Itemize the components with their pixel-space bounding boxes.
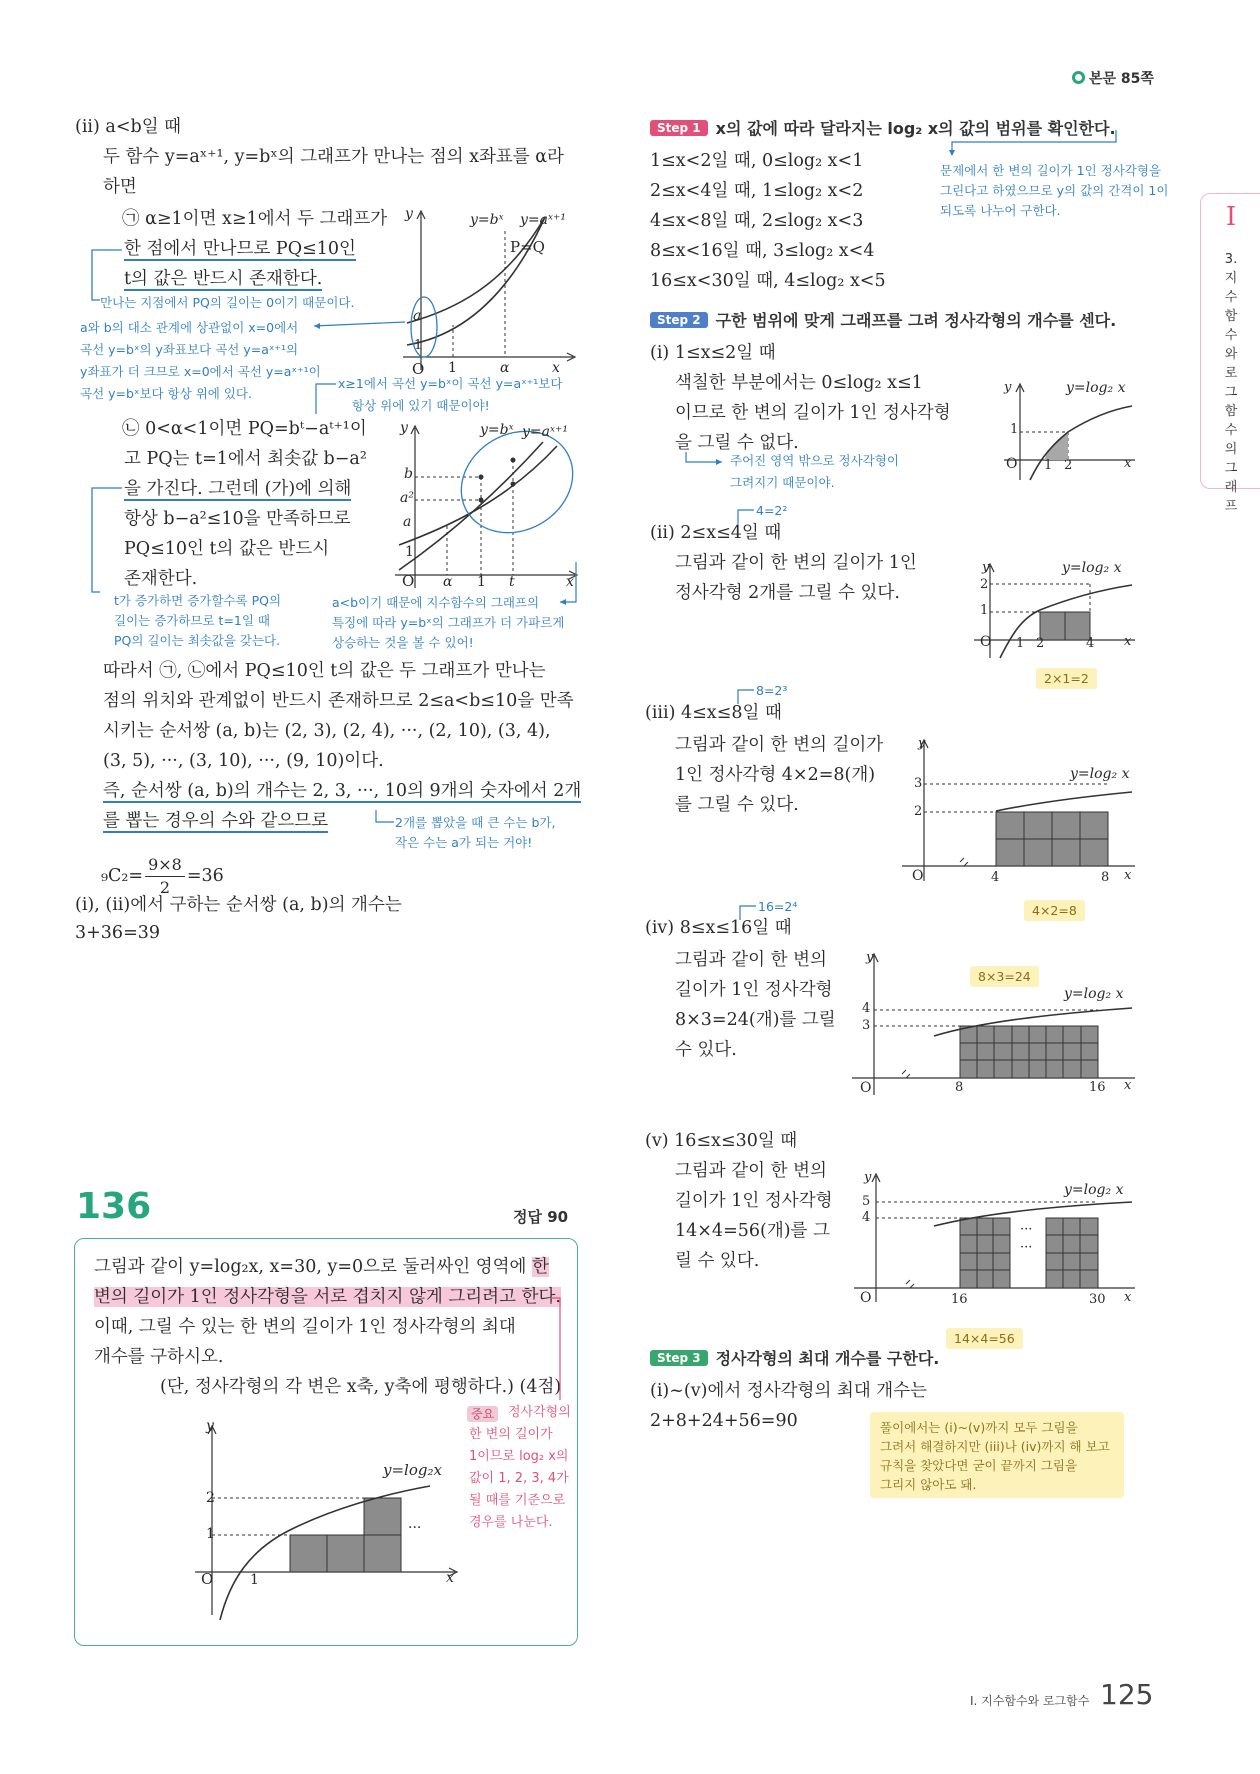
side-tab-chapter: 3.지수함수와로그함수의그래프: [1224, 252, 1238, 514]
rcase4-line-2: 길이가 1인 정사각형: [675, 980, 833, 1000]
arrow-ab2: [556, 560, 586, 610]
rcase5-line-2: 길이가 1인 정사각형: [675, 1191, 833, 1211]
rgraph-4: [850, 950, 1140, 1100]
tip-note-line-2: 그려서 해결하지만 (iii)나 (iv)까지 해 보고: [880, 1439, 1110, 1454]
g2-one-tick: 1: [405, 544, 414, 560]
g2-a2-tick: a²: [400, 490, 414, 506]
rg3-y: y: [918, 736, 926, 751]
problem-text-1a: 그림과 같이 y=log₂x, x=30, y=0으로 둘러싸인 영역에: [94, 1257, 532, 1277]
g1-x1: 1: [448, 360, 457, 376]
rg2-y2: 2: [980, 577, 989, 592]
rcase4-line-1: 그림과 같이 한 변의: [675, 950, 827, 970]
rg2-origin: O: [980, 634, 992, 650]
pg-x-one: 1: [250, 1572, 259, 1588]
case-b-line-6: 존재한다.: [124, 569, 198, 589]
rcase2-top: 4=2²: [756, 503, 788, 518]
g1-alpha: α: [500, 360, 510, 376]
case-b-line-1: ㉡ 0<α<1이면 PQ=bᵗ−aᵗ⁺¹이: [122, 419, 367, 439]
pg-x-label: x: [446, 1570, 454, 1586]
rcase4-line-3: 8×3=24(개)를 그릴: [675, 1010, 836, 1030]
rg3-y2: 2: [914, 804, 923, 819]
rg5-eq: y=log₂ x: [1064, 1182, 1124, 1198]
tip-note-line-4: 그리지 않아도 돼.: [880, 1477, 977, 1492]
rg3-x4: 4: [991, 870, 1000, 885]
g2-a-curve-label: y=aˣ⁺¹: [522, 424, 568, 440]
g2-b-tick: b: [404, 466, 413, 482]
tip-note-line-3: 규칙을 찾았다면 굳이 끝까지 그림을: [880, 1458, 1078, 1473]
range-2: 2≤x<4일 때, 1≤log₂ x<2: [650, 181, 864, 201]
rg3-x8: 8: [1101, 870, 1110, 885]
rcase3-top: 8=2³: [756, 683, 788, 698]
summary-line-2: 점의 위치와 관계없이 반드시 존재하므로 2≤a<b≤10을 만족: [103, 691, 574, 711]
pink-connector: [546, 1296, 566, 1404]
rcase1-line-3: 을 그릴 수 없다.: [675, 433, 799, 453]
important-tag: 중요: [467, 1403, 498, 1423]
g2-x-one: 1: [477, 574, 486, 590]
rg2-y1: 1: [980, 603, 989, 618]
rcase3-calc: 4×2=8: [1024, 900, 1085, 920]
summary-line-5: 즉, 순서쌍 (a, b)의 개수는 2, 3, ···, 10의 9개의 숫자에서 2개: [103, 781, 582, 801]
rg5-y5: 5: [862, 1194, 871, 1209]
rg3-origin: O: [912, 868, 924, 884]
step3-line-2: 2+8+24+56=90: [650, 1411, 798, 1431]
annotation-t-2: 길이는 증가하므로 t=1일 때: [114, 613, 270, 628]
rg2-x1: 1: [1016, 636, 1025, 651]
problem-text-5: (단, 정사각형의 각 변은 x축, y축에 평행하다.) (4점): [160, 1377, 562, 1397]
g1-origin: O: [412, 360, 425, 378]
rcase5-heading: (v) 16≤x≤30일 때: [645, 1131, 798, 1151]
problem-text-3: 이때, 그릴 수 있는 한 변의 길이가 1인 정사각형의 최대: [94, 1317, 516, 1337]
rcase4-top: 16=2⁴: [758, 899, 798, 914]
g2-y-label: y: [400, 420, 408, 436]
rcase1-arrow: [680, 450, 730, 474]
step1-annotation-3: 되도록 나누어 구한다.: [940, 203, 1061, 218]
pink-note-4: 값이 1, 2, 3, 4가: [469, 1471, 569, 1486]
rcase5-line-4: 릴 수 있다.: [675, 1251, 760, 1271]
circle-ring-icon: [1072, 71, 1085, 84]
step1-annotation-1: 문제에서 한 변의 길이가 1인 정사각형을: [940, 163, 1162, 178]
rcase4-heading: (iv) 8≤x≤16일 때: [645, 918, 792, 938]
g1-a-label: a: [413, 308, 422, 324]
case-b-line-5: PQ≤10인 t의 값은 반드시: [124, 539, 330, 559]
rg1-x2: 2: [1064, 458, 1073, 473]
rg4-eq: y=log₂ x: [1064, 986, 1124, 1002]
annotation-pick-1: 2개를 뽑았을 때 큰 수는 b가,: [395, 815, 556, 830]
g2-alpha: α: [443, 574, 453, 590]
rg1-y: y: [1004, 380, 1012, 395]
step3-heading: Step 3 정사각형의 최대 개수를 구한다.: [650, 1346, 939, 1369]
rcase2-line-1: 그림과 같이 한 변의 길이가 1인: [675, 553, 917, 573]
chapter-side-tab[interactable]: [1200, 193, 1260, 514]
arrow-pick: [372, 808, 398, 832]
problem-number: 136: [76, 1186, 152, 1227]
annotation-ab-3: y좌표가 더 크므로 x=0에서 곡선 y=aˣ⁺¹이: [80, 364, 321, 379]
rg1-x1: 1: [1044, 458, 1053, 473]
g2-origin: O: [402, 572, 415, 590]
case-b-line-3: 을 가진다. 그런데 (가)에 의해: [124, 479, 352, 499]
case-a-line-3: t의 값은 반드시 존재한다.: [124, 269, 323, 289]
rg2-eq: y=log₂ x: [1062, 560, 1122, 576]
intro-line-1: 두 함수 y=aˣ⁺¹, y=bˣ의 그래프가 만나는 점의 x좌표를 α라: [103, 147, 564, 167]
rg2-x4: 4: [1086, 636, 1095, 651]
rg4-x16: 16: [1089, 1080, 1106, 1095]
rg4-y4: 4: [862, 1001, 871, 1016]
annotation-ab-1: a와 b의 대소 관계에 상관없이 x=0에서: [80, 320, 299, 335]
g2-x-label: x: [566, 574, 574, 590]
graph-2-exponential: [385, 420, 580, 592]
rcase3-line-3: 를 그릴 수 있다.: [675, 795, 799, 815]
rg2-x: x: [1124, 634, 1132, 649]
graph-1-exponential: [395, 205, 580, 380]
intro-line-2: 하면: [103, 177, 137, 197]
rcase2-heading: (ii) 2≤x≤4일 때: [650, 523, 782, 543]
summary-line-3: 시키는 순서쌍 (a, b)는 (2, 3), (2, 4), ···, (2, 10), (3, 4),: [103, 721, 551, 741]
pink-note-5: 될 때를 기준으로: [469, 1493, 566, 1508]
problem-text-2: 변의 길이가 1인 정사각형을 서로 겹치지 않게 그리려고 한다.: [94, 1287, 561, 1307]
pink-note-3: 1이므로 log₂ x의: [469, 1449, 569, 1464]
annotation-t-3: PQ의 길이는 최솟값을 갖는다.: [114, 633, 281, 648]
range-1: 1≤x<2일 때, 0≤log₂ x<1: [650, 151, 864, 171]
reference-link[interactable]: [1072, 68, 1154, 88]
rcase1-annotation-2: 그려지기 때문이야.: [730, 475, 835, 490]
annotation-meet-point: 만나는 지점에서 PQ의 길이는 0이기 때문이다.: [100, 295, 355, 310]
rcase5-calc: 14×4=56: [946, 1328, 1023, 1348]
reference-label: 본문 85쪽: [1089, 71, 1154, 87]
case-a-line-1: ㉠ α≥1이면 x≥1에서 두 그래프가: [122, 209, 388, 229]
rcase3-line-2: 1인 정사각형 4×2=8(개): [675, 765, 876, 785]
pink-note-2: 한 변의 길이가: [469, 1427, 553, 1442]
rcase5-line-1: 그림과 같이 한 변의: [675, 1161, 827, 1181]
rg2-x2: 2: [1036, 636, 1045, 651]
rg1-origin: O: [1006, 456, 1018, 472]
rcase1-line-1: 색칠한 부분에서는 0≤log₂ x≤1: [675, 373, 923, 393]
pink-note-6: 경우를 나눈다.: [469, 1515, 553, 1530]
range-4: 8≤x<16일 때, 3≤log₂ x<4: [650, 241, 875, 261]
case-ii-heading: (ii) a<b일 때: [75, 117, 182, 137]
rcase1-line-2: 이므로 한 변의 길이가 1인 정사각형: [675, 403, 951, 423]
rg5-dots-1: ···: [1020, 1222, 1033, 1237]
rg5-dots-2: ···: [1020, 1240, 1033, 1255]
problem-answer: 정답 90: [513, 1208, 569, 1226]
rg4-x: x: [1124, 1078, 1132, 1093]
footer-chapter: Ⅰ. 지수함수와 로그함수: [970, 1694, 1090, 1708]
range-5: 16≤x<30일 때, 4≤log₂ x<5: [650, 271, 886, 291]
summary-line-1: 따라서 ㉠, ㉡에서 PQ≤10인 t의 값은 두 그래프가 만나는: [103, 661, 546, 681]
rg4-origin: O: [860, 1080, 872, 1096]
step1-annotation-2: 그린다고 하였으므로 y의 값의 간격이 1이: [940, 183, 1169, 198]
rg4-y: y: [866, 950, 874, 965]
step1-heading: Step 1 x의 값에 따라 달라지는 log₂ x의 값의 범위를 확인한다.: [650, 116, 1116, 139]
problem-text-4: 개수를 구하시오.: [94, 1347, 224, 1367]
rg3-y3: 3: [914, 776, 923, 791]
rg4-y3: 3: [862, 1018, 871, 1033]
rcase1-annotation-1: 주어진 영역 밖으로 정사각형이: [730, 453, 899, 468]
g1-x-label: x: [552, 360, 560, 376]
bracket-case-b: [86, 486, 126, 598]
rg5-origin: O: [860, 1290, 872, 1306]
pg-equation: y=log₂x: [383, 1461, 442, 1479]
rg5-y4: 4: [862, 1210, 871, 1225]
rg5-x16: 16: [951, 1292, 968, 1307]
rcase4-calc: 8×3=24: [970, 966, 1039, 986]
g2-t: t: [509, 574, 515, 590]
annotation-ab-4: 곡선 y=bˣ보다 항상 위에 있다.: [80, 386, 252, 401]
rg4-x8: 8: [955, 1080, 964, 1095]
annotation-ab2-1: a<b이기 때문에 지수함수의 그래프의: [332, 595, 540, 610]
rg5-x30: 30: [1089, 1292, 1106, 1307]
rg5-x: x: [1124, 1290, 1132, 1305]
annotation-x1-1: x≥1에서 곡선 y=bˣ이 곡선 y=aˣ⁺¹보다: [338, 376, 563, 391]
tip-note-line-1: 풀이에서는 (i)~(v)까지 모두 그림을: [880, 1420, 1078, 1435]
annotation-x1-2: 항상 위에 있기 때문이야!: [352, 398, 490, 413]
case-b-line-2: 고 PQ는 t=1에서 최솟값 b−a²: [124, 449, 367, 469]
problem-text-1b: 한: [532, 1257, 549, 1277]
rcase3-line-1: 그림과 같이 한 변의 길이가: [675, 735, 884, 755]
final-line-2: 3+36=39: [75, 923, 160, 943]
pg-y-one: 1: [206, 1526, 215, 1542]
annotation-t-1: t가 증가하면 증가할수록 PQ의: [114, 593, 282, 608]
rg1-x: x: [1124, 456, 1132, 471]
arrow-x1-annotation: [310, 378, 340, 418]
g1-a-curve-label: y=aˣ⁺¹: [520, 212, 566, 228]
summary-line-4: (3, 5), ···, (3, 10), ···, (9, 10)이다.: [103, 751, 384, 771]
g1-one-label: 1: [414, 338, 423, 353]
range-3: 4≤x<8일 때, 2≤log₂ x<3: [650, 211, 864, 231]
rcase5-line-3: 14×4=56(개)를 그: [675, 1221, 830, 1241]
step2-heading: Step 2 구한 범위에 맞게 그래프를 그려 정사각형의 개수를 센다.: [650, 308, 1116, 331]
annotation-ab2-2: 특징에 따라 y=bˣ의 그래프가 더 가파르게: [332, 615, 565, 630]
rcase2-calc: 2×1=2: [1036, 668, 1097, 688]
rgraph-3: [900, 736, 1140, 886]
rg3-x: x: [1124, 868, 1132, 883]
g1-pq-label: P=Q: [510, 238, 545, 256]
combination-formula: ₉C₂= $\frac{9\times 8}{2}$ =36: [101, 854, 224, 897]
rcase1-heading: (i) 1≤x≤2일 때: [650, 343, 776, 363]
page-number: 125: [1100, 1678, 1154, 1711]
pg-y-label: y: [206, 1418, 214, 1434]
rg5-y: y: [864, 1170, 872, 1185]
summary-line-6: 를 뽑는 경우의 수와 같으므로: [103, 811, 329, 831]
g2-a-tick: a: [403, 514, 412, 530]
annotation-ab2-3: 상승하는 것을 볼 수 있어!: [332, 635, 474, 650]
case-a-line-2: 한 점에서 만나므로 PQ≤10인: [124, 239, 356, 259]
annotation-pick-2: 작은 수는 a가 되는 거야!: [395, 835, 533, 850]
rg1-eq: y=log₂ x: [1066, 380, 1126, 396]
step1-connector: [940, 118, 1120, 158]
tip-note-text: [880, 1418, 1110, 1494]
rg3-eq: y=log₂ x: [1070, 766, 1130, 782]
g2-b-curve-label: y=bˣ: [480, 422, 514, 438]
rg2-y: y: [982, 560, 990, 575]
g1-y-label: y: [405, 206, 413, 222]
g1-b-curve-label: y=bˣ: [470, 212, 504, 228]
side-tab-roman: Ⅰ: [1225, 202, 1237, 232]
rcase2-line-2: 정사각형 2개를 그릴 수 있다.: [675, 583, 900, 603]
final-line-1: (i), (ii)에서 구하는 순서쌍 (a, b)의 개수는: [75, 895, 402, 915]
pg-two: 2: [206, 1490, 215, 1506]
annotation-ab-2: 곡선 y=bˣ의 y좌표보다 곡선 y=aˣ⁺¹의: [80, 342, 299, 357]
step3-line-1: (i)~(v)에서 정사각형의 최대 개수는: [650, 1381, 928, 1401]
case-b-line-4: 항상 b−a²≤10을 만족하므로: [124, 509, 351, 529]
rcase4-line-4: 수 있다.: [675, 1040, 737, 1060]
pg-origin: O: [201, 1570, 214, 1588]
pink-note-1: 정사각형의: [508, 1405, 571, 1420]
rcase3-heading: (iii) 4≤x≤8일 때: [645, 703, 782, 723]
pg-dots: ···: [408, 1520, 422, 1536]
rg1-y1: 1: [1010, 422, 1019, 437]
